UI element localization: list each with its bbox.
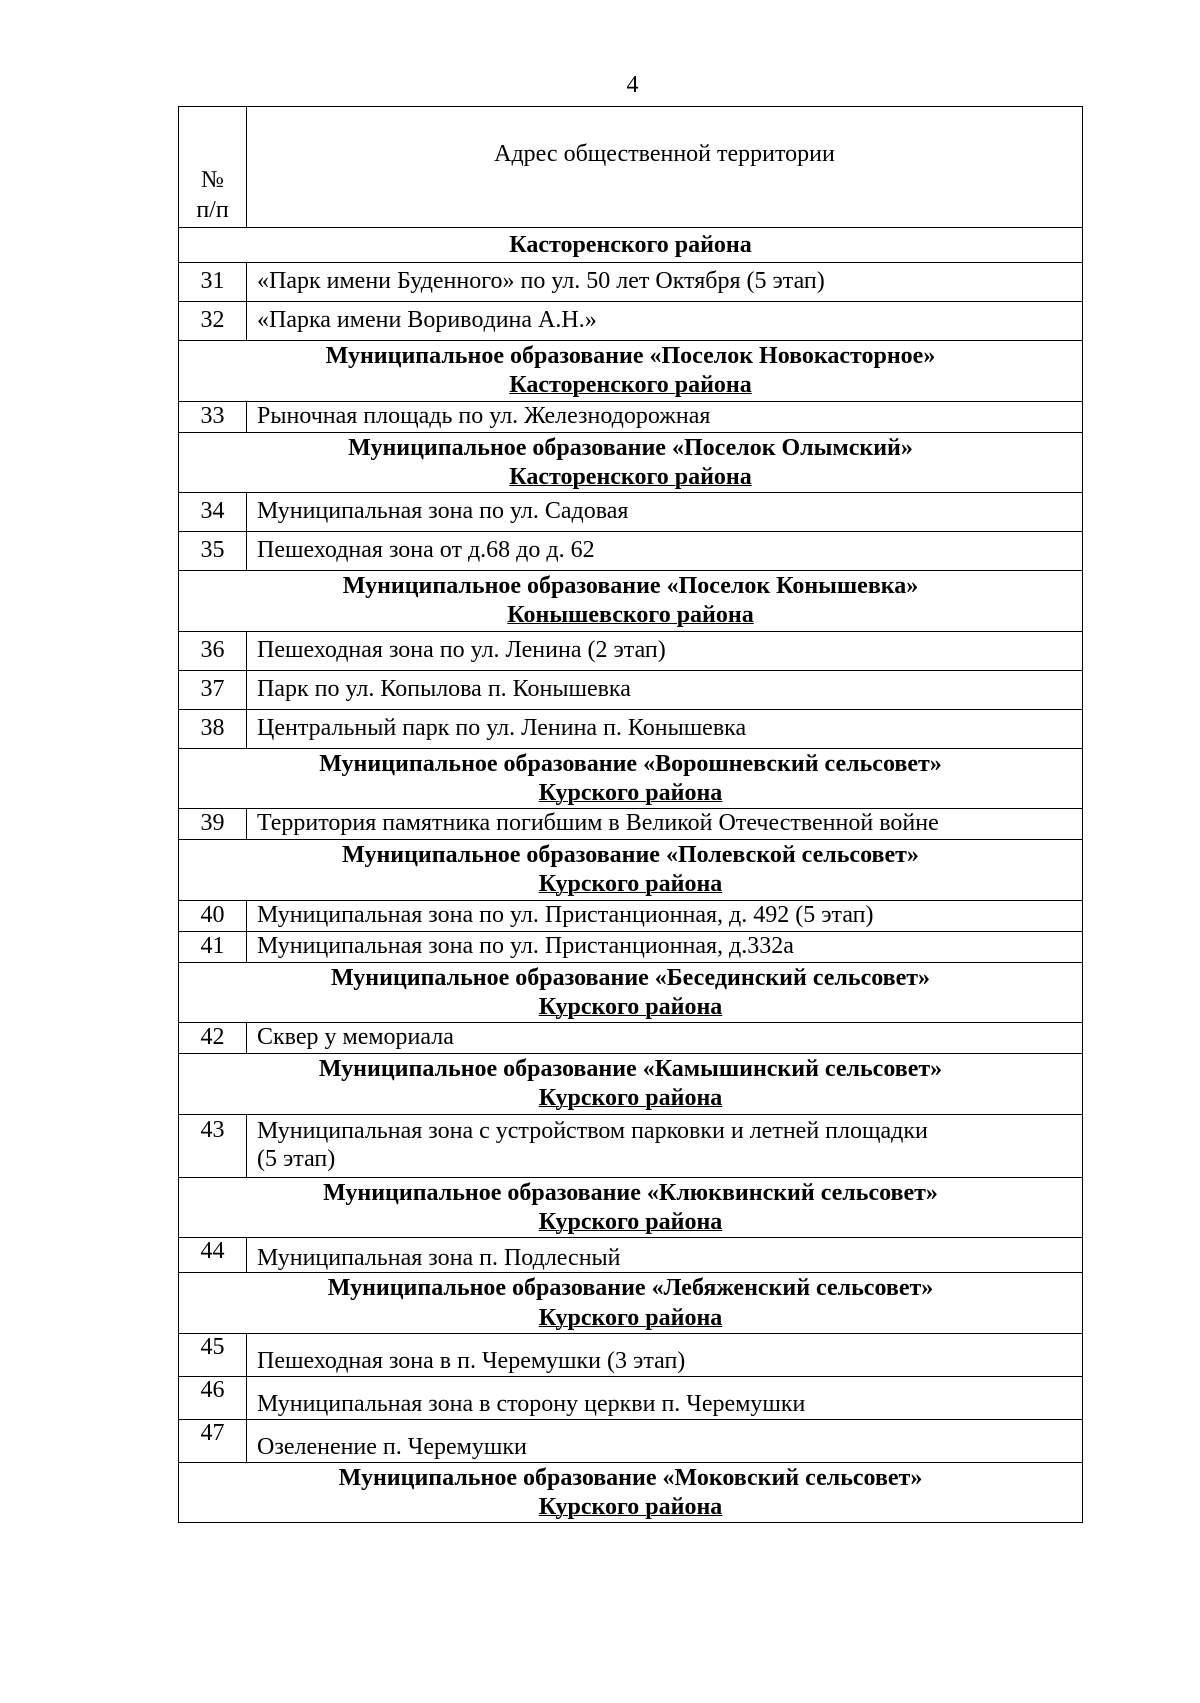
section-line2: Конышевского района [507, 602, 754, 629]
row-number: 47 [179, 1419, 247, 1462]
section-title [179, 962, 1083, 1023]
row-address: Пешеходная зона по ул. Ленина (2 этап) [247, 631, 1083, 670]
section-line1: Муниципальное образование «Моковский сельсовет» [338, 1464, 923, 1491]
row-number: 41 [179, 931, 247, 962]
table-row [179, 302, 1083, 341]
table-row [179, 1333, 1083, 1376]
section-title [179, 341, 1083, 402]
row-address: Парк по ул. Копылова п. Конышевка [247, 670, 1083, 709]
section-title [179, 1462, 1083, 1523]
row-address: Сквер у мемориала [247, 1023, 1083, 1054]
row-address: Муниципальная зона по ул. Пристанционная, д. 492 (5 этап) [247, 900, 1083, 931]
row-number: 34 [179, 493, 247, 532]
row-number: 45 [179, 1333, 247, 1376]
table-row [179, 1114, 1083, 1177]
section-line2: Курского района [538, 1208, 723, 1235]
table-row [179, 1419, 1083, 1462]
section-line1: Муниципальное образование «Ворошневский сельсовет» [319, 750, 942, 777]
table-row [179, 670, 1083, 709]
row-number: 31 [179, 263, 247, 302]
section-title: Касторенского района [179, 228, 1083, 263]
section-line2: Касторенского района [509, 463, 752, 490]
row-address: Рыночная площадь по ул. Железнодорожная [247, 401, 1083, 432]
section-line1: Муниципальное образование «Клюквинский сельсовет» [323, 1179, 938, 1206]
section-row [179, 840, 1083, 901]
row-address: «Парка имени Воривoдина А.Н.» [247, 302, 1083, 341]
table-row [179, 1238, 1083, 1273]
section-title [179, 1054, 1083, 1115]
section-row [179, 748, 1083, 809]
row-address-line2: (5 этап) [257, 1145, 336, 1172]
section-line2: Курского района [538, 1494, 723, 1521]
section-line2: Курского района [538, 871, 723, 898]
section-line1: Муниципальное образование «Поселок Новокасторное» [325, 343, 936, 369]
section-row [179, 571, 1083, 632]
header-number-cell [179, 107, 247, 228]
table-row [179, 631, 1083, 670]
section-row [179, 341, 1083, 402]
public-territories-table [178, 106, 1083, 1523]
row-address-line1: Муниципальная зона с устройством парковки и летней площадки [257, 1118, 928, 1145]
row-number: 42 [179, 1023, 247, 1054]
row-number: 37 [179, 670, 247, 709]
row-address: Территория памятника погибшим в Великой Отечественной войне [247, 809, 1083, 840]
row-number: 43 [179, 1114, 247, 1177]
section-line2: Курского района [538, 1085, 723, 1112]
section-line1: Муниципальное образование «Бесединский сельсовет» [330, 964, 931, 991]
table-row [179, 809, 1083, 840]
table-row [179, 931, 1083, 962]
section-row [179, 962, 1083, 1023]
row-address: «Парк имени Буденного» по ул. 50 лет Октября (5 этап) [247, 263, 1083, 302]
header-number-abbr: п/п [196, 197, 229, 223]
row-address: Муниципальная зона п. Подлесный [247, 1238, 1083, 1273]
table-row [179, 1023, 1083, 1054]
table-row [179, 532, 1083, 571]
row-address: Муниципальная зона по ул. Садовая [247, 493, 1083, 532]
row-address: Пешеходная зона в п. Черемушки (3 этап) [247, 1333, 1083, 1376]
table-row [179, 709, 1083, 748]
row-address: Пешеходная зона от д.68 до д. 62 [247, 532, 1083, 571]
row-number: 39 [179, 809, 247, 840]
row-address: Озеленение п. Черемушки [247, 1419, 1083, 1462]
section-row [179, 432, 1083, 493]
row-number: 44 [179, 1238, 247, 1273]
section-title [179, 748, 1083, 809]
section-line1: Муниципальное образование «Поселок Конышевка» [342, 573, 919, 600]
section-line1: Муниципальное образование «Лебяженский сельсовет» [327, 1275, 934, 1302]
row-number: 32 [179, 302, 247, 341]
section-row [179, 228, 1083, 263]
table-row [179, 900, 1083, 931]
section-line2: Курского района [538, 779, 723, 806]
table-row [179, 263, 1083, 302]
row-address: Муниципальная зона в сторону церкви п. Черемушки [247, 1376, 1083, 1419]
header-address-cell: Адрес общественной территории [247, 107, 1083, 228]
table-row [179, 493, 1083, 532]
row-number: 46 [179, 1376, 247, 1419]
row-address: Центральный парк по ул. Ленина п. Конышевка [247, 709, 1083, 748]
section-line1: Муниципальное образование «Поселок Олымский» [348, 434, 913, 461]
table-header-row [179, 107, 1083, 228]
section-title [179, 571, 1083, 632]
section-line1: Муниципальное образование «Камышинский сельсовет» [318, 1056, 943, 1083]
row-address [247, 1114, 1083, 1177]
row-address: Муниципальная зона по ул. Пристанционная, д.332а [247, 931, 1083, 962]
table-row [179, 1376, 1083, 1419]
row-number: 40 [179, 900, 247, 931]
section-row [179, 1273, 1083, 1334]
section-row [179, 1462, 1083, 1523]
row-number: 35 [179, 532, 247, 571]
page-number: 4 [626, 72, 639, 98]
section-title [179, 1177, 1083, 1238]
section-row [179, 1177, 1083, 1238]
row-number: 33 [179, 401, 247, 432]
row-number: 38 [179, 709, 247, 748]
section-line2: Касторенского района [509, 372, 752, 399]
section-title [179, 1273, 1083, 1334]
row-number: 36 [179, 631, 247, 670]
section-line2: Курского района [538, 993, 723, 1020]
section-title [179, 840, 1083, 901]
section-row [179, 1054, 1083, 1115]
section-line1: Муниципальное образование «Полевской сельсовет» [342, 842, 919, 869]
header-number-symbol: № [201, 167, 224, 193]
section-line2: Курского района [538, 1304, 723, 1331]
section-title [179, 432, 1083, 493]
table-row [179, 401, 1083, 432]
